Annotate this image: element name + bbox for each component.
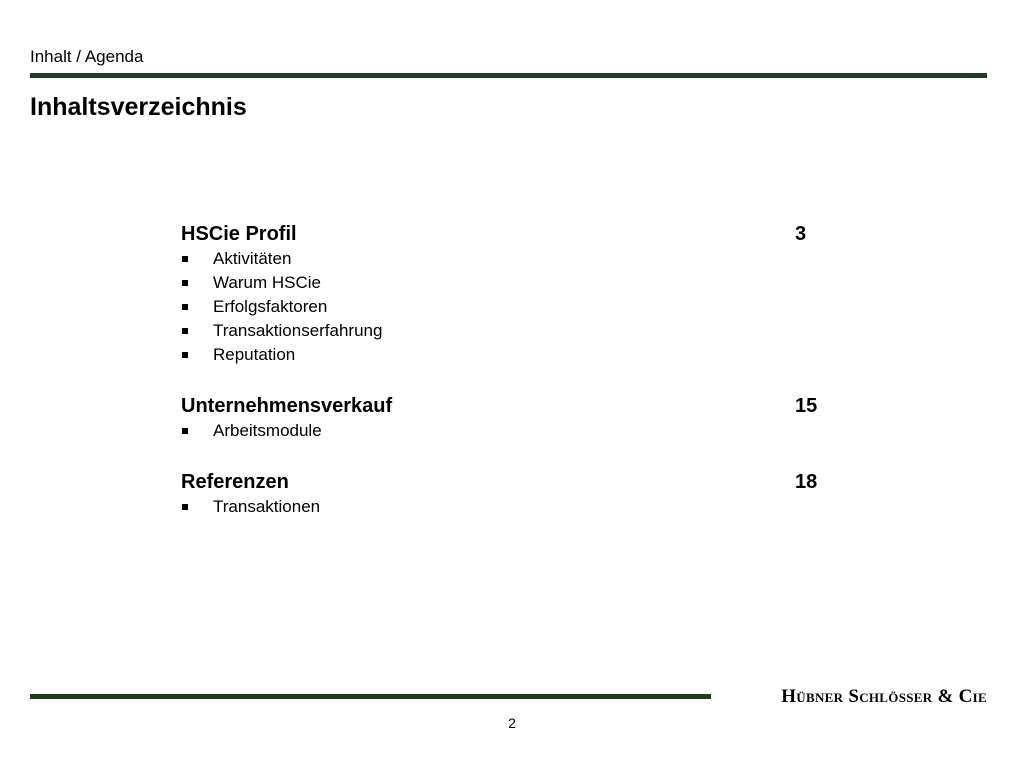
square-bullet-icon bbox=[182, 428, 188, 434]
toc-list-item bbox=[181, 319, 841, 343]
toc-item-label: Transaktionen bbox=[213, 497, 321, 516]
company-logo: Hübner Schlösser & Cie bbox=[781, 686, 987, 707]
toc-section-referenzen bbox=[181, 469, 841, 519]
table-of-contents bbox=[181, 221, 841, 545]
square-bullet-icon bbox=[182, 280, 188, 286]
toc-list-item bbox=[181, 343, 841, 367]
toc-page-number: 18 bbox=[795, 471, 818, 493]
header-divider bbox=[30, 73, 987, 78]
toc-list-item bbox=[181, 247, 841, 271]
toc-heading bbox=[181, 221, 841, 247]
toc-item-label: Transaktionserfahrung bbox=[213, 321, 383, 340]
toc-page-number: 3 bbox=[795, 223, 807, 245]
toc-list-item bbox=[181, 419, 841, 443]
toc-heading-label: Referenzen bbox=[181, 471, 289, 493]
toc-heading-label: HSCie Profil bbox=[181, 223, 297, 245]
toc-item-label: Warum HSCie bbox=[213, 273, 321, 292]
square-bullet-icon bbox=[182, 304, 188, 310]
square-bullet-icon bbox=[182, 328, 188, 334]
toc-page-number: 15 bbox=[795, 395, 818, 417]
square-bullet-icon bbox=[182, 504, 188, 510]
page-title: Inhaltsverzeichnis bbox=[30, 93, 247, 121]
toc-list-item bbox=[181, 271, 841, 295]
page-number: 2 bbox=[508, 715, 516, 731]
toc-item-label: Aktivitäten bbox=[213, 249, 292, 268]
breadcrumb: Inhalt / Agenda bbox=[30, 47, 144, 66]
square-bullet-icon bbox=[182, 256, 188, 262]
toc-section-profil bbox=[181, 221, 841, 367]
toc-heading-label: Unternehmensverkauf bbox=[181, 395, 393, 417]
toc-item-label: Erfolgsfaktoren bbox=[213, 297, 328, 316]
toc-heading bbox=[181, 393, 841, 419]
toc-list-item bbox=[181, 295, 841, 319]
toc-list-item bbox=[181, 495, 841, 519]
square-bullet-icon bbox=[182, 352, 188, 358]
toc-item-label: Reputation bbox=[213, 345, 296, 364]
footer-divider bbox=[30, 694, 711, 699]
toc-heading bbox=[181, 469, 841, 495]
toc-section-unternehmensverkauf bbox=[181, 393, 841, 443]
toc-item-label: Arbeitsmodule bbox=[213, 421, 322, 440]
